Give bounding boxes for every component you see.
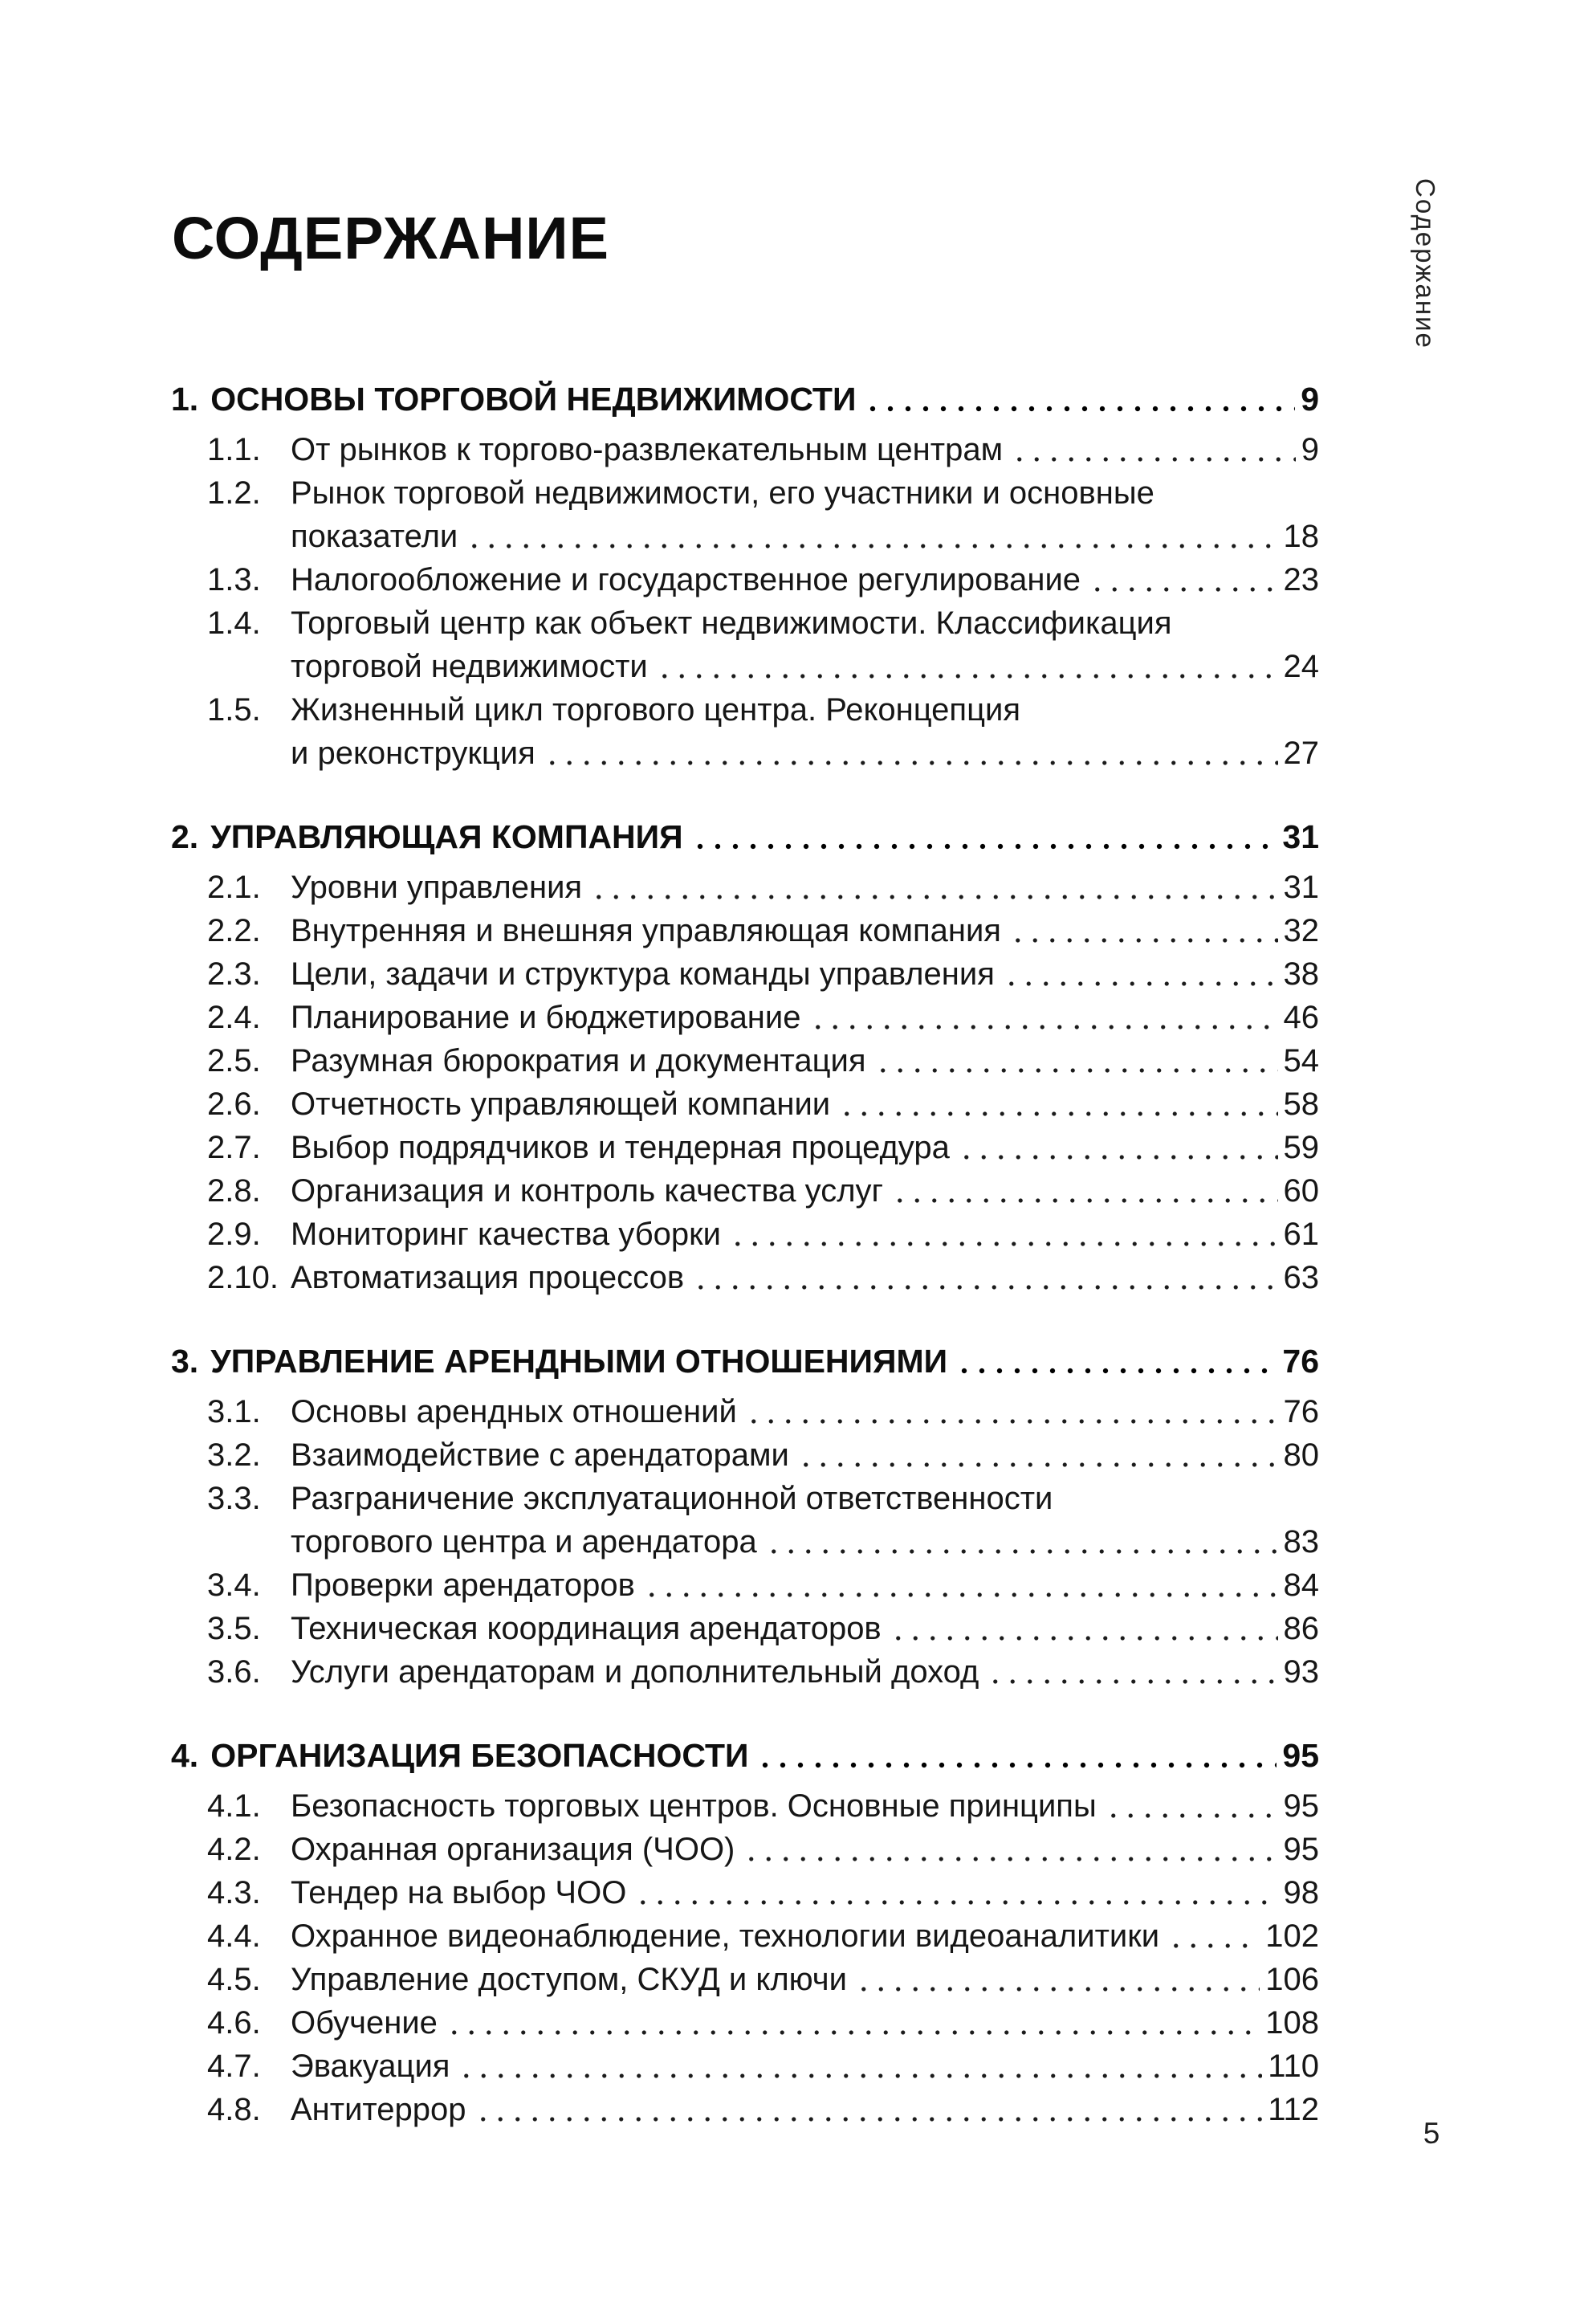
toc-section-3 bbox=[171, 1339, 1319, 1694]
item-number: 3.5. bbox=[207, 1611, 261, 1646]
item-text: Рынок торговой недвижимости, его участники и основные bbox=[291, 475, 1154, 511]
section-heading-row bbox=[171, 377, 1319, 421]
item-number: 2.1. bbox=[207, 870, 261, 905]
dot-leader bbox=[987, 1650, 1277, 1694]
toc-item-row bbox=[171, 471, 1319, 515]
item-page-number: 110 bbox=[1268, 2049, 1319, 2084]
section-page-number: 76 bbox=[1282, 1343, 1319, 1380]
section-page-number: 95 bbox=[1282, 1737, 1319, 1774]
dot-leader bbox=[765, 1520, 1278, 1564]
item-page-number: 95 bbox=[1283, 1832, 1319, 1867]
item-page-number: 112 bbox=[1268, 2092, 1319, 2127]
dot-leader bbox=[1003, 952, 1278, 996]
item-page-number: 63 bbox=[1283, 1260, 1319, 1295]
dot-leader bbox=[729, 1213, 1278, 1256]
item-text: Услуги арендаторам и дополнительный доход bbox=[291, 1654, 979, 1690]
dot-leader bbox=[458, 2045, 1262, 2088]
toc-item-row bbox=[171, 1520, 1319, 1564]
item-number: 4.1. bbox=[207, 1788, 261, 1824]
item-page-number: 80 bbox=[1283, 1437, 1319, 1473]
item-number: 2.6. bbox=[207, 1087, 261, 1122]
item-page-number: 102 bbox=[1265, 1918, 1319, 1954]
item-number: 1.4. bbox=[207, 605, 261, 641]
item-page-number: 31 bbox=[1283, 870, 1319, 905]
item-number: 2.9. bbox=[207, 1217, 261, 1252]
item-page-number: 61 bbox=[1283, 1217, 1319, 1252]
dot-leader bbox=[692, 1256, 1277, 1299]
toc-item-row bbox=[171, 1871, 1319, 1914]
toc-item-row bbox=[171, 1650, 1319, 1694]
dot-leader bbox=[466, 515, 1277, 558]
item-text: Управление доступом, СКУД и ключи bbox=[291, 1962, 847, 1997]
toc-item-row bbox=[171, 1039, 1319, 1082]
item-text: показатели bbox=[291, 519, 458, 554]
item-number: 3.6. bbox=[207, 1654, 261, 1690]
toc bbox=[171, 377, 1319, 2131]
folio-page-number: 5 bbox=[1423, 2117, 1440, 2150]
dot-leader bbox=[743, 1828, 1277, 1871]
item-number: 1.2. bbox=[207, 475, 261, 511]
dot-leader bbox=[838, 1082, 1277, 1126]
toc-item-row bbox=[171, 645, 1319, 688]
item-number: 4.7. bbox=[207, 2049, 261, 2084]
item-number: 4.3. bbox=[207, 1875, 261, 1910]
dot-leader bbox=[874, 1039, 1278, 1082]
item-number: 2.4. bbox=[207, 1000, 261, 1035]
item-text: Отчетность управляющей компании bbox=[291, 1087, 831, 1122]
item-number: 4.4. bbox=[207, 1918, 261, 1954]
dot-leader bbox=[544, 732, 1278, 775]
toc-section-4 bbox=[171, 1734, 1319, 2131]
item-page-number: 18 bbox=[1283, 519, 1319, 554]
toc-item-row bbox=[171, 515, 1319, 558]
dot-leader bbox=[809, 996, 1278, 1039]
item-text: Цели, задачи и структура команды управления bbox=[291, 956, 995, 992]
section-heading-row bbox=[171, 1734, 1319, 1777]
item-page-number: 46 bbox=[1283, 1000, 1319, 1035]
item-text: Торговый центр как объект недвижимости. Классификация bbox=[291, 605, 1172, 641]
item-page-number: 95 bbox=[1283, 1788, 1319, 1824]
item-page-number: 32 bbox=[1283, 913, 1319, 948]
item-number: 4.6. bbox=[207, 2005, 261, 2041]
dot-leader bbox=[1089, 558, 1277, 601]
item-page-number: 83 bbox=[1283, 1524, 1319, 1560]
item-text: Антитеррор bbox=[291, 2092, 466, 2127]
item-text: Разумная бюрократия и документация bbox=[291, 1043, 866, 1078]
item-text: Эвакуация bbox=[291, 2049, 450, 2084]
toc-item-row bbox=[171, 1564, 1319, 1607]
toc-item-row bbox=[171, 2088, 1319, 2131]
dot-leader bbox=[634, 1871, 1277, 1914]
toc-item-row bbox=[171, 1213, 1319, 1256]
item-page-number: 86 bbox=[1283, 1611, 1319, 1646]
item-number: 3.2. bbox=[207, 1437, 261, 1473]
item-page-number: 108 bbox=[1265, 2005, 1319, 2041]
toc-item-row bbox=[171, 1169, 1319, 1213]
item-number: 2.2. bbox=[207, 913, 261, 948]
item-text: Обучение bbox=[291, 2005, 438, 2041]
section-title: УПРАВЛЕНИЕ АРЕНДНЫМИ ОТНОШЕНИЯМИ bbox=[210, 1343, 948, 1380]
item-text: Охранное видеонаблюдение, технологии видеоаналитики bbox=[291, 1918, 1160, 1954]
section-number: 4. bbox=[171, 1737, 199, 1774]
toc-item-row bbox=[171, 952, 1319, 996]
dot-leader bbox=[446, 2001, 1260, 2045]
item-text: Безопасность торговых центров. Основные принципы bbox=[291, 1788, 1097, 1824]
item-page-number: 60 bbox=[1283, 1173, 1319, 1209]
item-text: Охранная организация (ЧОО) bbox=[291, 1832, 735, 1867]
toc-item-row bbox=[171, 1256, 1319, 1299]
item-page-number: 54 bbox=[1283, 1043, 1319, 1078]
item-text: Разграничение эксплуатационной ответственности bbox=[291, 1481, 1053, 1516]
toc-section-1 bbox=[171, 377, 1319, 775]
sidebar-rotated-label: Содержание bbox=[1411, 178, 1440, 349]
item-text: Жизненный цикл торгового центра. Реконцепция bbox=[291, 692, 1021, 728]
dot-leader bbox=[1011, 428, 1296, 471]
item-number: 4.2. bbox=[207, 1832, 261, 1867]
item-number: 2.8. bbox=[207, 1173, 261, 1209]
toc-item-row bbox=[171, 428, 1319, 471]
item-text: Уровни управления bbox=[291, 870, 583, 905]
toc-item-row bbox=[171, 1607, 1319, 1650]
toc-item-row bbox=[171, 909, 1319, 952]
item-text: торговой недвижимости bbox=[291, 649, 648, 684]
toc-item-row bbox=[171, 996, 1319, 1039]
item-page-number: 38 bbox=[1283, 956, 1319, 992]
item-text: Мониторинг качества уборки bbox=[291, 1217, 721, 1252]
toc-item-row bbox=[171, 601, 1319, 645]
dot-leader bbox=[855, 1958, 1260, 2001]
item-page-number: 98 bbox=[1283, 1875, 1319, 1910]
item-text: Внутренняя и внешняя управляющая компания bbox=[291, 913, 1001, 948]
item-text: Техническая координация арендаторов bbox=[291, 1611, 882, 1646]
item-number: 3.3. bbox=[207, 1481, 261, 1516]
dot-leader bbox=[1105, 1784, 1278, 1828]
dot-leader bbox=[643, 1564, 1278, 1607]
toc-item-row bbox=[171, 1082, 1319, 1126]
item-number: 3.4. bbox=[207, 1568, 261, 1603]
toc-item-row bbox=[171, 1390, 1319, 1433]
item-page-number: 9 bbox=[1301, 432, 1319, 467]
dot-leader bbox=[474, 2088, 1263, 2131]
item-page-number: 84 bbox=[1283, 1568, 1319, 1603]
dot-leader bbox=[958, 1126, 1278, 1169]
dot-leader bbox=[864, 377, 1295, 421]
item-text: Планирование и бюджетирование bbox=[291, 1000, 801, 1035]
item-number: 2.10. bbox=[207, 1260, 279, 1295]
dot-leader bbox=[797, 1433, 1278, 1477]
item-text: Тендер на выбор ЧОО bbox=[291, 1875, 627, 1910]
item-text: Налогообложение и государственное регулирование bbox=[291, 562, 1081, 597]
item-text: Проверки арендаторов bbox=[291, 1568, 635, 1603]
item-page-number: 27 bbox=[1283, 736, 1319, 771]
dot-leader bbox=[891, 1169, 1277, 1213]
section-page-number: 31 bbox=[1282, 818, 1319, 855]
item-page-number: 76 bbox=[1283, 1394, 1319, 1429]
dot-leader bbox=[890, 1607, 1278, 1650]
section-number: 1. bbox=[171, 381, 199, 418]
dot-leader bbox=[955, 1339, 1277, 1383]
section-title: ОСНОВЫ ТОРГОВОЙ НЕДВИЖИМОСТИ bbox=[210, 381, 857, 418]
toc-item-row bbox=[171, 2001, 1319, 2045]
dot-leader bbox=[590, 866, 1277, 909]
toc-item-row bbox=[171, 1958, 1319, 2001]
toc-item-row bbox=[171, 1126, 1319, 1169]
item-number: 2.5. bbox=[207, 1043, 261, 1078]
item-text: Основы арендных отношений bbox=[291, 1394, 737, 1429]
toc-item-row bbox=[171, 1784, 1319, 1828]
section-heading-row bbox=[171, 1339, 1319, 1383]
dot-leader bbox=[691, 815, 1277, 858]
toc-item-row bbox=[171, 1477, 1319, 1520]
item-number: 3.1. bbox=[207, 1394, 261, 1429]
section-page-number: 9 bbox=[1301, 381, 1319, 418]
toc-item-row bbox=[171, 1914, 1319, 1958]
item-text: Выбор подрядчиков и тендерная процедура bbox=[291, 1130, 950, 1165]
toc-section-2 bbox=[171, 815, 1319, 1299]
item-text: От рынков к торгово-развлекательным центрам bbox=[291, 432, 1004, 467]
section-number: 2. bbox=[171, 818, 199, 855]
section-title: ОРГАНИЗАЦИЯ БЕЗОПАСНОСТИ bbox=[210, 1737, 749, 1774]
toc-item-row bbox=[171, 732, 1319, 775]
item-text: и реконструкция bbox=[291, 736, 535, 771]
toc-item-row bbox=[171, 866, 1319, 909]
item-page-number: 59 bbox=[1283, 1130, 1319, 1165]
toc-item-row bbox=[171, 558, 1319, 601]
section-title: УПРАВЛЯЮЩАЯ КОМПАНИЯ bbox=[210, 818, 683, 855]
item-text: торгового центра и арендатора bbox=[291, 1524, 757, 1560]
item-page-number: 23 bbox=[1283, 562, 1319, 597]
dot-leader bbox=[656, 645, 1278, 688]
toc-item-row bbox=[171, 1433, 1319, 1477]
page-title: СОДЕРЖАНИЕ bbox=[172, 204, 609, 271]
item-number: 2.3. bbox=[207, 956, 261, 992]
dot-leader bbox=[1009, 909, 1278, 952]
item-text: Организация и контроль качества услуг bbox=[291, 1173, 884, 1209]
dot-leader bbox=[745, 1390, 1278, 1433]
item-page-number: 106 bbox=[1265, 1962, 1319, 1997]
item-number: 1.3. bbox=[207, 562, 261, 597]
toc-item-row bbox=[171, 1828, 1319, 1871]
item-page-number: 93 bbox=[1283, 1654, 1319, 1690]
item-number: 4.5. bbox=[207, 1962, 261, 1997]
item-number: 1.5. bbox=[207, 692, 261, 728]
item-page-number: 24 bbox=[1283, 649, 1319, 684]
item-number: 1.1. bbox=[207, 432, 261, 467]
item-text: Взаимодействие с арендаторами bbox=[291, 1437, 789, 1473]
section-number: 3. bbox=[171, 1343, 199, 1380]
dot-leader bbox=[1167, 1914, 1260, 1958]
item-text: Автоматизация процессов bbox=[291, 1260, 685, 1295]
toc-item-row bbox=[171, 2045, 1319, 2088]
section-heading-row bbox=[171, 815, 1319, 858]
toc-item-row bbox=[171, 688, 1319, 732]
item-number: 2.7. bbox=[207, 1130, 261, 1165]
item-number: 4.8. bbox=[207, 2092, 261, 2127]
dot-leader bbox=[756, 1734, 1277, 1777]
item-page-number: 58 bbox=[1283, 1087, 1319, 1122]
